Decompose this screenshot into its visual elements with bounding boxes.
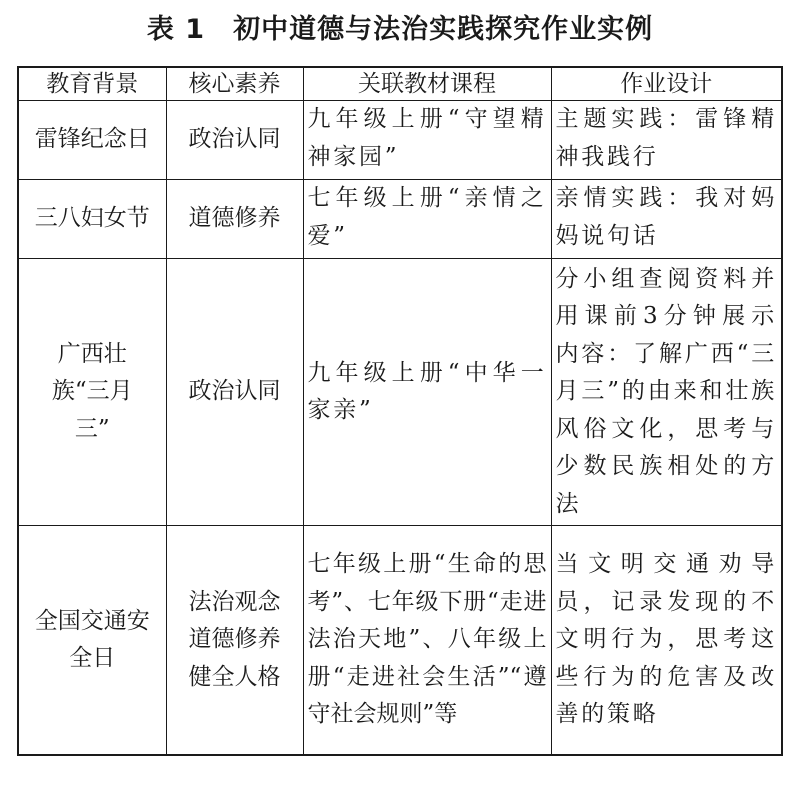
header-education-background: 教育背景	[18, 67, 166, 101]
cell-literacy: 法治观念道德修养健全人格	[166, 526, 303, 756]
header-row	[18, 67, 782, 101]
cell-background: 雷锋纪念日	[18, 101, 166, 180]
cell-background: 全国交通安全日	[18, 526, 166, 756]
cell-background: 三八妇女节	[18, 180, 166, 259]
cell-literacy: 道德修养	[166, 180, 303, 259]
cell-design: 分小组查阅资料并用课前3分钟展示内容：了解广西“三月三”的由来和壮族风俗文化，思考与少数民族相处的方法	[551, 259, 782, 526]
table-row	[18, 180, 782, 259]
table-caption	[0, 10, 800, 50]
table-title: 初中道德与法治实践探究作业实例	[233, 14, 654, 45]
table-row	[18, 526, 782, 756]
table-number: 表 1	[146, 14, 206, 45]
cell-design: 主题实践：雷锋精神我践行	[551, 101, 782, 180]
cell-design: 亲情实践：我对妈妈说句话	[551, 180, 782, 259]
cell-course: 九年级上册“中华一家亲”	[303, 259, 551, 526]
cell-course: 七年级上册“亲情之爱”	[303, 180, 551, 259]
cell-course: 九年级上册“守望精神家园”	[303, 101, 551, 180]
cell-literacy: 政治认同	[166, 259, 303, 526]
cell-literacy: 政治认同	[166, 101, 303, 180]
table-row	[18, 259, 782, 526]
header-homework-design: 作业设计	[551, 67, 782, 101]
cell-design: 当文明交通劝导员，记录发现的不文明行为，思考这些行为的危害及改善的策略	[551, 526, 782, 756]
header-core-literacy: 核心素养	[166, 67, 303, 101]
cell-background: 广西壮族“三月三”	[18, 259, 166, 526]
table-row	[18, 101, 782, 180]
cell-course: 七年级上册“生命的思考”、七年级下册“走进法治天地”、八年级上册“走进社会生活”“遵守社会规则”等	[303, 526, 551, 756]
practice-homework-table	[17, 66, 783, 756]
header-related-course: 关联教材课程	[303, 67, 551, 101]
